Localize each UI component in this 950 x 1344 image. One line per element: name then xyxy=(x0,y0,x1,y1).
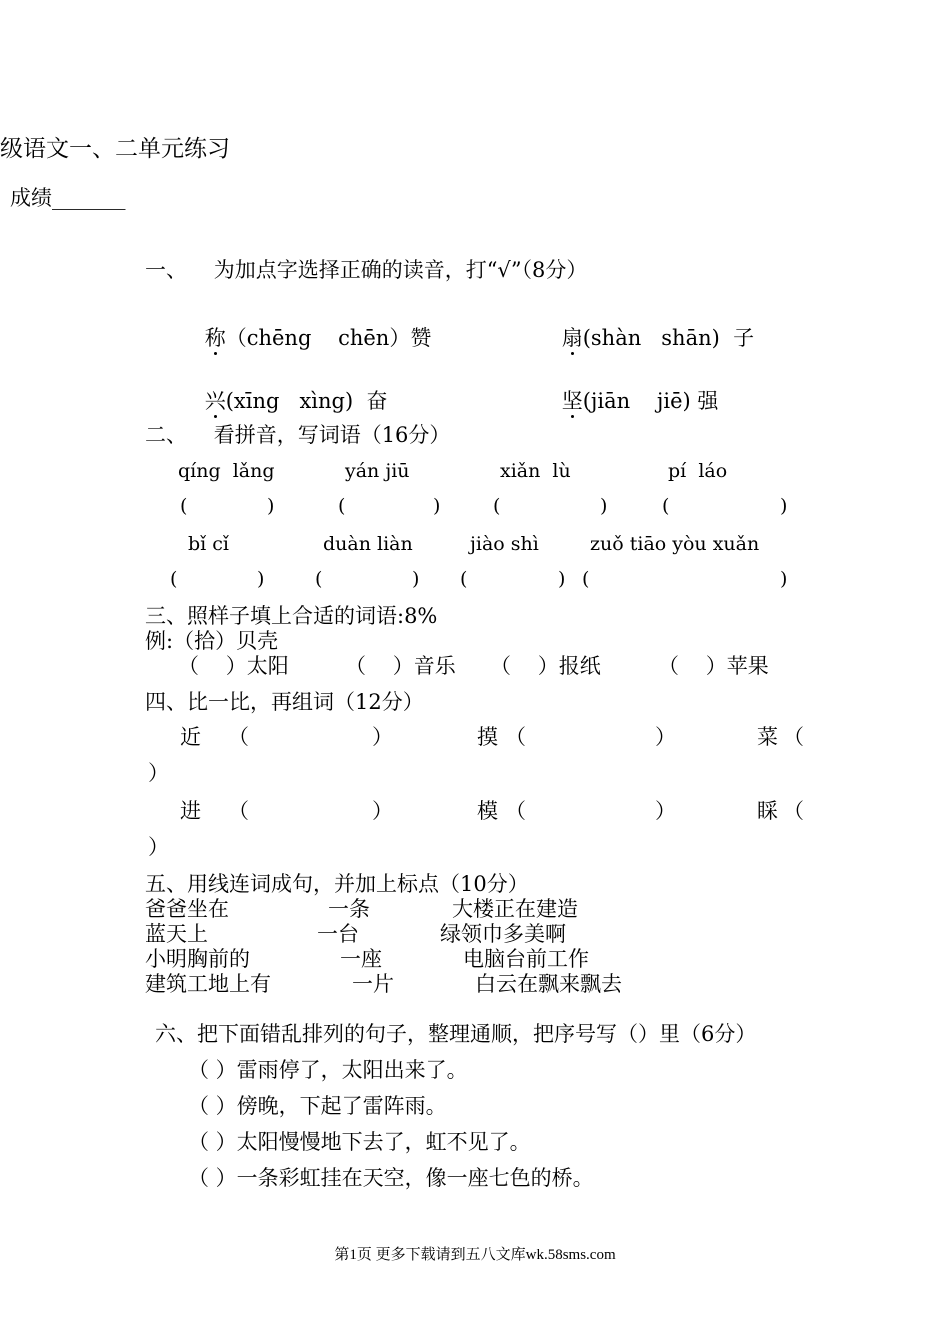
answer-blank-close: ) xyxy=(600,495,608,517)
answer-blank-open: ( xyxy=(338,495,346,517)
score-label: 成绩_______ xyxy=(10,186,126,210)
q1-item-4-options: (jiān jiē) 强 xyxy=(582,389,719,413)
answer-blank-close: ） xyxy=(148,761,169,785)
pinyin-5: bǐ cǐ xyxy=(188,533,229,555)
compare-char: 摸 xyxy=(477,725,498,749)
answer-blank-open: （ xyxy=(505,799,526,823)
section-2-heading: 二、 看拼音，写词语（16分） xyxy=(145,423,451,447)
compare-char: 菜 xyxy=(757,725,778,749)
match-left-item: 蓝天上 xyxy=(145,922,208,946)
page-title: 级语文一、二单元练习 xyxy=(0,136,230,162)
ordering-sentence: （ ）雷雨停了，太阳出来了。 xyxy=(188,1058,468,1082)
answer-blank-open: ( xyxy=(180,495,188,517)
match-middle-item: 一台 xyxy=(317,922,359,946)
answer-blank-open: （ xyxy=(228,725,249,749)
answer-blank-close: ) xyxy=(780,568,788,590)
answer-blank-open: （ xyxy=(228,799,249,823)
answer-blank-close: ） xyxy=(372,799,393,823)
section-3-heading: 三、照样子填上合适的词语:8% xyxy=(145,604,438,628)
answer-blank-close: ) xyxy=(412,568,420,590)
match-middle-item: 一条 xyxy=(328,897,370,921)
section-3-example: 例:（拾）贝壳 xyxy=(145,629,279,653)
pinyin-7: jiào shì xyxy=(470,533,539,555)
answer-blank-close: ） xyxy=(148,835,169,859)
fill-blank-item: （ ）报纸 xyxy=(490,654,601,678)
fill-blank-item: （ ）苹果 xyxy=(658,654,769,678)
ordering-sentence: （ ）一条彩虹挂在天空，像一座七色的桥。 xyxy=(188,1166,594,1190)
answer-blank-open: ( xyxy=(315,568,323,590)
fill-blank-item: （ ）太阳 xyxy=(178,654,289,678)
match-right-item: 大楼正在建造 xyxy=(452,897,578,921)
q1-item-1-char: 称 xyxy=(204,326,226,350)
answer-blank-open: ( xyxy=(582,568,590,590)
q1-item-3-options: (xīng xìng) 奋 xyxy=(225,389,388,413)
q1-item-2-char: 扇 xyxy=(561,326,583,350)
match-middle-item: 一座 xyxy=(340,947,382,971)
pinyin-6: duàn liàn xyxy=(323,533,413,555)
answer-blank-close: ) xyxy=(433,495,441,517)
answer-blank-close: ） xyxy=(372,725,393,749)
ordering-sentence: （ ）傍晚，下起了雷阵雨。 xyxy=(188,1094,447,1118)
answer-blank-open: ( xyxy=(493,495,501,517)
match-right-item: 电脑台前工作 xyxy=(463,947,589,971)
q1-item-4 xyxy=(535,370,718,433)
answer-blank-open: ( xyxy=(170,568,178,590)
section-5-heading: 五、用线连词成句，并加上标点（10分） xyxy=(145,872,529,896)
answer-blank-open: （ xyxy=(505,725,526,749)
answer-blank-open: ( xyxy=(460,568,468,590)
pinyin-4: pí láo xyxy=(668,460,728,482)
compare-char: 睬 xyxy=(757,799,778,823)
answer-blank-close: ) xyxy=(558,568,566,590)
pinyin-3: xiǎn lù xyxy=(500,460,571,482)
match-left-item: 建筑工地上有 xyxy=(145,972,271,996)
pinyin-1: qíng lǎng xyxy=(178,460,275,482)
fill-blank-item: （ ）音乐 xyxy=(345,654,456,678)
q1-item-1-options: （chēng chēn）赞 xyxy=(225,326,432,350)
pinyin-8: zuǒ tiāo yòu xuǎn xyxy=(590,533,760,555)
answer-blank-open: （ xyxy=(783,725,804,749)
match-left-item: 小明胸前的 xyxy=(145,947,250,971)
pinyin-2: yán jiū xyxy=(345,460,410,482)
match-right-item: 绿领巾多美啊 xyxy=(440,922,566,946)
match-middle-item: 一片 xyxy=(352,972,394,996)
answer-blank-close: ) xyxy=(257,568,265,590)
answer-blank-open: （ xyxy=(783,799,804,823)
q1-item-3-char: 兴 xyxy=(204,389,226,413)
q1-item-2 xyxy=(535,307,754,370)
answer-blank-close: ) xyxy=(267,495,275,517)
compare-char: 模 xyxy=(477,799,498,823)
ordering-sentence: （ ）太阳慢慢地下去了，虹不见了。 xyxy=(188,1130,531,1154)
match-left-item: 爸爸坐在 xyxy=(145,897,229,921)
compare-char: 进 xyxy=(180,799,201,823)
compare-char: 近 xyxy=(180,725,201,749)
answer-blank-open: ( xyxy=(662,495,670,517)
answer-blank-close: ） xyxy=(655,799,676,823)
page-footer: 第1页 更多下载请到五八文库wk.58sms.com xyxy=(334,1247,616,1263)
q1-item-1 xyxy=(178,307,431,370)
q1-item-2-options: (shàn shān) 子 xyxy=(582,326,755,350)
section-4-heading: 四、比一比，再组词（12分） xyxy=(145,690,424,714)
answer-blank-close: ) xyxy=(780,495,788,517)
answer-blank-close: ） xyxy=(655,725,676,749)
q1-item-4-char: 坚 xyxy=(561,389,583,413)
section-6-heading: 六、把下面错乱排列的句子，整理通顺，把序号写（）里（6分） xyxy=(155,1022,757,1046)
match-right-item: 白云在飘来飘去 xyxy=(475,972,622,996)
section-1-heading: 一、 为加点字选择正确的读音，打“√”（8分） xyxy=(145,258,588,282)
